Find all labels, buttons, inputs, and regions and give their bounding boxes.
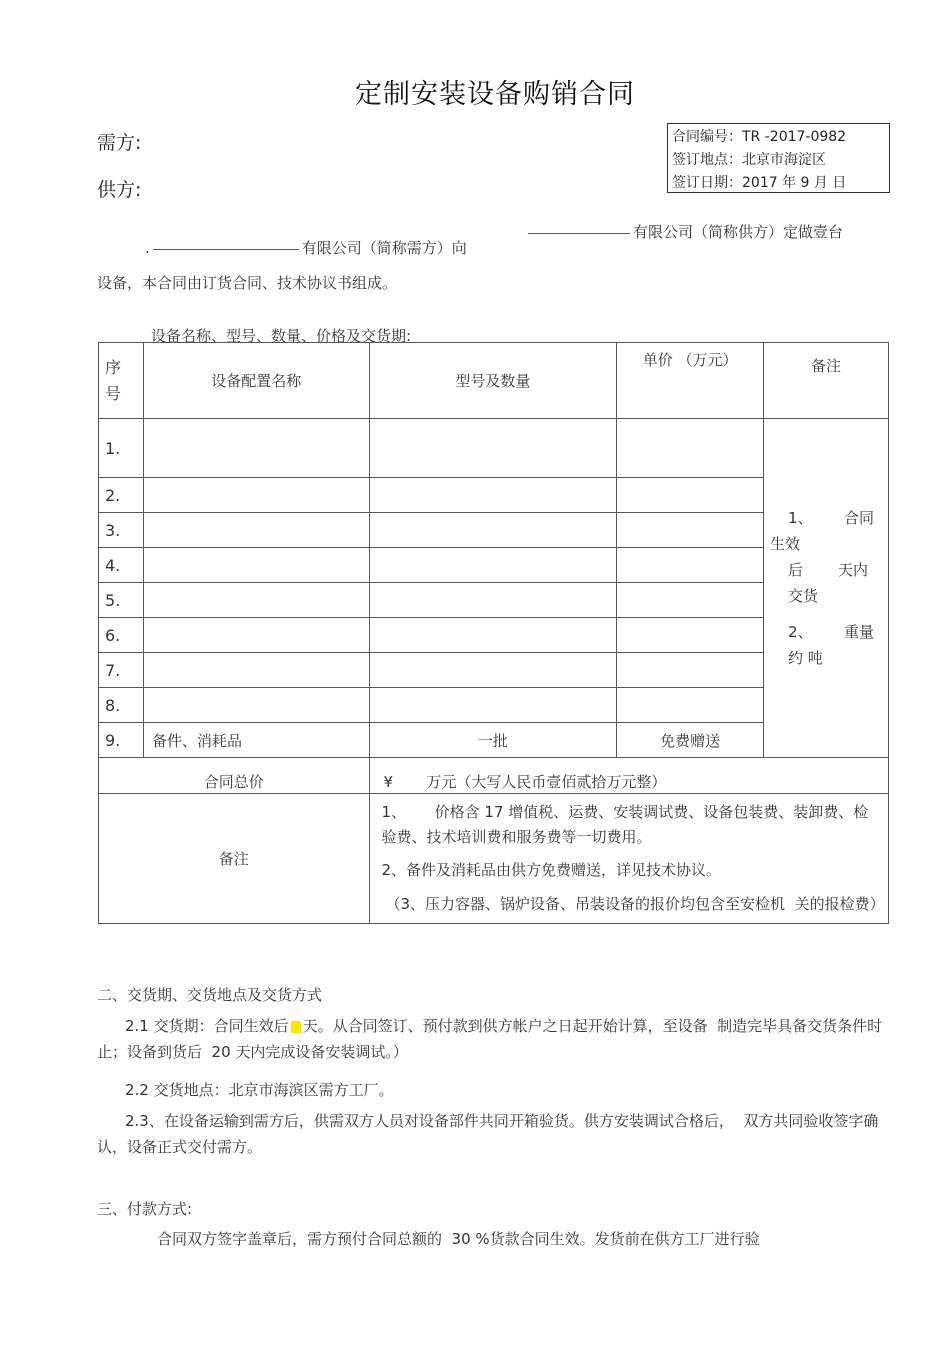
intro-buyer-text: 有限公司（简称需方）向 bbox=[301, 239, 467, 257]
row-model-cell[interactable] bbox=[369, 653, 617, 688]
remark-line-3: 后 天内 bbox=[788, 561, 868, 579]
row-model-cell[interactable] bbox=[369, 478, 617, 513]
row-model-cell[interactable] bbox=[369, 419, 617, 478]
remark-line-5: 2、 重量 bbox=[788, 623, 874, 641]
row-name-cell[interactable] bbox=[143, 688, 369, 723]
notes-row bbox=[99, 794, 889, 924]
table-caption: 设备名称、型号、数量、价格及交货期: bbox=[151, 327, 412, 345]
intro-line1-left bbox=[145, 237, 467, 258]
row-model-cell[interactable] bbox=[369, 548, 617, 583]
notes-label: 备注 bbox=[99, 794, 370, 924]
row-name-cell[interactable] bbox=[143, 419, 369, 478]
section2-para2: 2.2 交货地点：北京市海滨区需方工厂。 bbox=[125, 1081, 394, 1099]
row-price-cell[interactable] bbox=[617, 478, 764, 513]
buyer-label: 需方: bbox=[97, 132, 142, 154]
contract-info-box bbox=[667, 123, 890, 193]
row-name-cell[interactable] bbox=[143, 513, 369, 548]
row-model-cell[interactable]: 一批 bbox=[369, 723, 617, 758]
section3-para1: 合同双方签字盖章后，需方预付合同总额的 30 %货款合同生效。发货前在供方工厂进行验 bbox=[157, 1230, 760, 1248]
row-price-cell[interactable]: 免费赠送 bbox=[617, 723, 764, 758]
notes-content bbox=[369, 794, 889, 924]
section2-heading: 二、交货期、交货地点及交货方式 bbox=[97, 986, 323, 1004]
total-row bbox=[99, 758, 889, 794]
row-price-cell[interactable] bbox=[617, 618, 764, 653]
header-unit-price: 单价 （万元） bbox=[617, 343, 764, 419]
intro-seller-text: 有限公司（简称供方）定做壹台 bbox=[633, 223, 844, 241]
row-name-cell[interactable] bbox=[143, 583, 369, 618]
contract-number: 合同编号：TR -2017-0982 bbox=[672, 129, 847, 145]
seller-label: 供方: bbox=[97, 179, 142, 201]
row-number: 6. bbox=[99, 618, 144, 653]
row-price-cell[interactable] bbox=[617, 513, 764, 548]
row-model-cell[interactable] bbox=[369, 688, 617, 723]
row-number: 3. bbox=[99, 513, 144, 548]
intro-line2: 设备，本合同由订货合同、技术协议书组成。 bbox=[97, 274, 398, 292]
total-label: 合同总价 bbox=[99, 758, 370, 794]
row-name-cell[interactable]: 备件、消耗品 bbox=[143, 723, 369, 758]
signing-date: 签订日期：2017 年 9 月 日 bbox=[672, 175, 847, 191]
table-row bbox=[99, 419, 889, 478]
table-header-row bbox=[99, 343, 889, 419]
row-number: 2. bbox=[99, 478, 144, 513]
delivery-remark-cell bbox=[764, 419, 889, 758]
row-name-cell[interactable] bbox=[143, 653, 369, 688]
page-title: 定制安装设备购销合同 bbox=[355, 79, 635, 110]
row-price-cell[interactable] bbox=[617, 583, 764, 618]
section2-para1 bbox=[97, 1013, 892, 1065]
header-seq-line2: 号 bbox=[105, 383, 122, 403]
row-number: 4. bbox=[99, 548, 144, 583]
row-number: 1. bbox=[99, 419, 144, 478]
section3-heading: 三、付款方式: bbox=[97, 1200, 193, 1218]
row-model-cell[interactable] bbox=[369, 513, 617, 548]
header-model-qty: 型号及数量 bbox=[369, 343, 617, 419]
row-model-cell[interactable] bbox=[369, 618, 617, 653]
intro-line1-right bbox=[525, 221, 843, 242]
header-seq bbox=[99, 343, 144, 419]
row-price-cell[interactable] bbox=[617, 419, 764, 478]
remark-line-1: 1、 合同 bbox=[788, 509, 874, 527]
note-3: （3、压力容器、锅炉设备、吊装设备的报价均包含至安检机 关的报检费） bbox=[385, 895, 885, 913]
header-name: 设备配置名称 bbox=[143, 343, 369, 419]
intro-prefix: . bbox=[145, 239, 150, 257]
remark-line-2: 生效 bbox=[770, 535, 801, 553]
equipment-table bbox=[98, 342, 889, 924]
section2-para3: 2.3、在设备运输到需方后，供需双方人员对设备部件共同开箱验货。供方安装调试合格后， 双方共同验收签字确认，设备正式交付需方。 bbox=[97, 1112, 879, 1156]
section2-para1-start: 2.1 交货期：合同生效后 bbox=[125, 1017, 289, 1035]
highlight-mark bbox=[291, 1021, 301, 1033]
row-number: 5. bbox=[99, 583, 144, 618]
row-name-cell[interactable] bbox=[143, 618, 369, 653]
row-price-cell[interactable] bbox=[617, 653, 764, 688]
section2-para1-rest: 天。从合同签订、预付款到供方帐户之日起开始计算，至设备 制造完毕具备交货条件时止；设备到货后 20 天内完成设备安装调试。） bbox=[97, 1017, 883, 1061]
row-name-cell[interactable] bbox=[143, 478, 369, 513]
buyer-name-blank[interactable] bbox=[153, 248, 299, 250]
row-model-cell[interactable] bbox=[369, 583, 617, 618]
signing-place: 签订地点：北京市海淀区 bbox=[672, 152, 826, 168]
row-price-cell[interactable] bbox=[617, 688, 764, 723]
note-2: 2、备件及消耗品由供方免费赠送，详见技术协议。 bbox=[381, 861, 722, 879]
remark-line-6: 约 吨 bbox=[788, 649, 823, 667]
row-number: 8. bbox=[99, 688, 144, 723]
header-seq-line1: 序 bbox=[105, 357, 122, 377]
row-name-cell[interactable] bbox=[143, 548, 369, 583]
note-1: 1、 价格含 17 增值税、运费、安装调试费、设备包装费、装卸费、检验费、技术培训费和服务费等一切费用。 bbox=[381, 803, 869, 846]
row-number: 9. bbox=[99, 723, 144, 758]
row-number: 7. bbox=[99, 653, 144, 688]
total-value[interactable]: ¥ 万元（大写人民币壹佰贰拾万元整） bbox=[369, 758, 889, 794]
remark-line-4: 交货 bbox=[788, 587, 819, 605]
seller-name-blank[interactable] bbox=[528, 232, 630, 234]
row-price-cell[interactable] bbox=[617, 548, 764, 583]
header-remark: 备注 bbox=[764, 343, 889, 419]
